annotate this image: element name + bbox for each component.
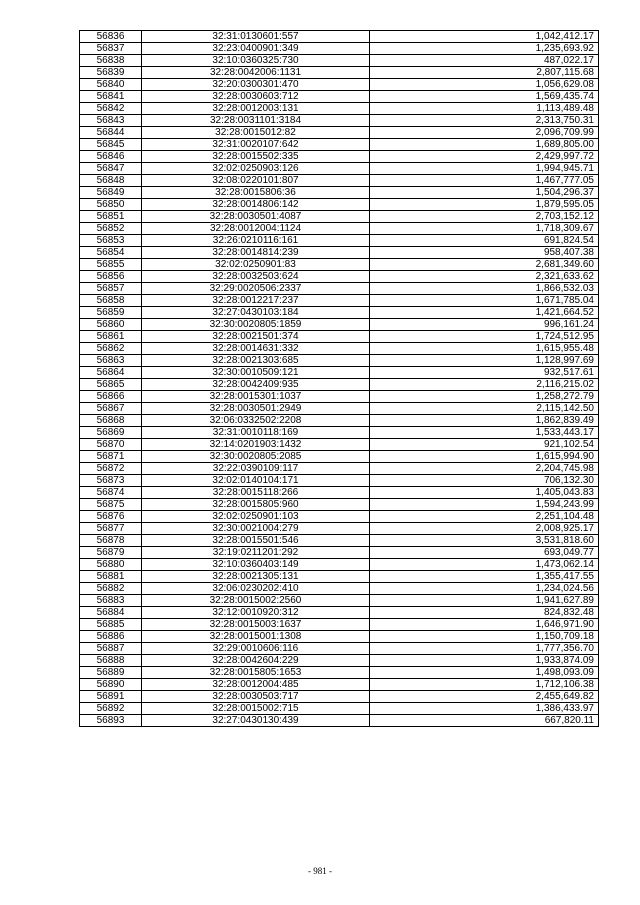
table-row [80, 43, 599, 55]
record-number-cell: 56893 [80, 715, 142, 727]
table-row [80, 331, 599, 343]
cadastral-value-cell: 1,421,664.52 [370, 307, 599, 319]
table-row [80, 187, 599, 199]
table-row [80, 283, 599, 295]
record-number-cell: 56871 [80, 451, 142, 463]
cadastral-number-cell: 32:28:0042006:1131 [142, 67, 370, 79]
table-row [80, 415, 599, 427]
cadastral-value-cell: 1,473,062.14 [370, 559, 599, 571]
record-number-cell: 56838 [80, 55, 142, 67]
record-number-cell: 56864 [80, 367, 142, 379]
cadastral-number-cell: 32:28:0014814:239 [142, 247, 370, 259]
record-number-cell: 56841 [80, 91, 142, 103]
cadastral-value-cell: 1,724,512.95 [370, 331, 599, 343]
cadastral-number-cell: 32:02:0250901:83 [142, 259, 370, 271]
record-number-cell: 56878 [80, 535, 142, 547]
cadastral-number-cell: 32:29:0020506:2337 [142, 283, 370, 295]
table-row [80, 247, 599, 259]
record-number-cell: 56870 [80, 439, 142, 451]
table-row [80, 643, 599, 655]
cadastral-number-cell: 32:27:0430103:184 [142, 307, 370, 319]
cadastral-value-cell: 1,234,024.56 [370, 583, 599, 595]
record-number-cell: 56891 [80, 691, 142, 703]
table-row [80, 115, 599, 127]
cadastral-number-cell: 32:28:0015001:1308 [142, 631, 370, 643]
cadastral-value-cell: 958,407.38 [370, 247, 599, 259]
cadastral-number-cell: 32:28:0015012:82 [142, 127, 370, 139]
cadastral-number-cell: 32:10:0360325:730 [142, 55, 370, 67]
table-row [80, 631, 599, 643]
cadastral-number-cell: 32:02:0140104:171 [142, 475, 370, 487]
cadastral-number-cell: 32:28:0012004:1124 [142, 223, 370, 235]
cadastral-number-cell: 32:19:0211201:292 [142, 547, 370, 559]
record-number-cell: 56885 [80, 619, 142, 631]
table-row [80, 715, 599, 727]
record-number-cell: 56872 [80, 463, 142, 475]
cadastral-value-cell: 1,235,693.92 [370, 43, 599, 55]
table-row [80, 271, 599, 283]
record-number-cell: 56855 [80, 259, 142, 271]
table-row [80, 367, 599, 379]
table-row [80, 547, 599, 559]
table-row [80, 451, 599, 463]
cadastral-value-cell: 1,128,997.69 [370, 355, 599, 367]
cadastral-number-cell: 32:27:0430130:439 [142, 715, 370, 727]
cadastral-value-cell: 691,824.54 [370, 235, 599, 247]
cadastral-value-cell: 1,056,629.08 [370, 79, 599, 91]
table-row [80, 235, 599, 247]
table-row [80, 103, 599, 115]
record-number-cell: 56858 [80, 295, 142, 307]
cadastral-value-cell: 1,777,356.70 [370, 643, 599, 655]
record-number-cell: 56839 [80, 67, 142, 79]
cadastral-number-cell: 32:28:0030501:2949 [142, 403, 370, 415]
record-number-cell: 56881 [80, 571, 142, 583]
cadastral-number-cell: 32:28:0015301:1037 [142, 391, 370, 403]
record-number-cell: 56856 [80, 271, 142, 283]
cadastral-number-cell: 32:14:0201903:1432 [142, 439, 370, 451]
table-row [80, 691, 599, 703]
cadastral-value-cell: 2,204,745.98 [370, 463, 599, 475]
cadastral-number-cell: 32:28:0012217:237 [142, 295, 370, 307]
cadastral-number-cell: 32:30:0020805:1859 [142, 319, 370, 331]
table-row [80, 595, 599, 607]
cadastral-value-cell: 1,862,839.49 [370, 415, 599, 427]
cadastral-value-cell: 2,008,925.17 [370, 523, 599, 535]
cadastral-value-cell: 1,504,296.37 [370, 187, 599, 199]
cadastral-value-cell: 1,386,433.97 [370, 703, 599, 715]
table-row [80, 199, 599, 211]
page-number: - 981 - [308, 866, 332, 876]
cadastral-value-cell: 1,042,412.17 [370, 31, 599, 43]
cadastral-number-cell: 32:08:0220101:807 [142, 175, 370, 187]
cadastral-value-cell: 1,533,443.17 [370, 427, 599, 439]
table-row [80, 427, 599, 439]
cadastral-number-cell: 32:22:0390109:117 [142, 463, 370, 475]
cadastral-value-cell: 2,115,142.50 [370, 403, 599, 415]
table-row [80, 67, 599, 79]
record-number-cell: 56845 [80, 139, 142, 151]
record-number-cell: 56868 [80, 415, 142, 427]
record-number-cell: 56857 [80, 283, 142, 295]
record-number-cell: 56836 [80, 31, 142, 43]
table-row [80, 619, 599, 631]
cadastral-number-cell: 32:20:0300301:470 [142, 79, 370, 91]
cadastral-number-cell: 32:26:0210116:161 [142, 235, 370, 247]
record-number-cell: 56842 [80, 103, 142, 115]
record-number-cell: 56879 [80, 547, 142, 559]
record-number-cell: 56846 [80, 151, 142, 163]
cadastral-value-cell: 1,150,709.18 [370, 631, 599, 643]
cadastral-number-cell: 32:28:0032503:624 [142, 271, 370, 283]
table-row [80, 583, 599, 595]
table-row [80, 487, 599, 499]
table-row [80, 475, 599, 487]
table-row [80, 571, 599, 583]
cadastral-value-cell: 2,096,709.99 [370, 127, 599, 139]
cadastral-value-cell: 693,049.77 [370, 547, 599, 559]
table-row [80, 403, 599, 415]
record-number-cell: 56888 [80, 655, 142, 667]
table-row [80, 379, 599, 391]
cadastral-number-cell: 32:28:0015806:36 [142, 187, 370, 199]
record-number-cell: 56882 [80, 583, 142, 595]
record-number-cell: 56890 [80, 679, 142, 691]
table-row [80, 139, 599, 151]
cadastral-number-cell: 32:28:0015805:1653 [142, 667, 370, 679]
cadastral-number-cell: 32:28:0021303:685 [142, 355, 370, 367]
cadastral-number-cell: 32:02:0250903:126 [142, 163, 370, 175]
table-row [80, 91, 599, 103]
record-number-cell: 56861 [80, 331, 142, 343]
cadastral-number-cell: 32:28:0014631:332 [142, 343, 370, 355]
record-number-cell: 56876 [80, 511, 142, 523]
cadastral-number-cell: 32:28:0021501:374 [142, 331, 370, 343]
cadastral-value-cell: 706,132.30 [370, 475, 599, 487]
cadastral-value-cell: 1,355,417.55 [370, 571, 599, 583]
cadastral-value-cell: 1,712,106.38 [370, 679, 599, 691]
record-number-cell: 56848 [80, 175, 142, 187]
record-number-cell: 56886 [80, 631, 142, 643]
table-row [80, 607, 599, 619]
cadastral-number-cell: 32:06:0332502:2208 [142, 415, 370, 427]
record-number-cell: 56892 [80, 703, 142, 715]
table-row [80, 499, 599, 511]
record-number-cell: 56843 [80, 115, 142, 127]
cadastral-value-cell: 1,569,435.74 [370, 91, 599, 103]
table-row [80, 31, 599, 43]
cadastral-value-cell: 1,879,595.05 [370, 199, 599, 211]
cadastral-value-cell: 1,258,272.79 [370, 391, 599, 403]
cadastral-value-cell: 932,517.61 [370, 367, 599, 379]
record-number-cell: 56869 [80, 427, 142, 439]
table-row [80, 355, 599, 367]
cadastral-value-cell: 1,405,043.83 [370, 487, 599, 499]
cadastral-value-cell: 2,703,152.12 [370, 211, 599, 223]
cadastral-number-cell: 32:28:0042604:229 [142, 655, 370, 667]
cadastral-number-cell: 32:06:0230202:410 [142, 583, 370, 595]
table-row [80, 655, 599, 667]
cadastral-number-cell: 32:28:0042409:935 [142, 379, 370, 391]
cadastral-value-cell: 1,941,627.89 [370, 595, 599, 607]
cadastral-number-cell: 32:28:0015002:715 [142, 703, 370, 715]
cadastral-value-cell: 1,113,489.48 [370, 103, 599, 115]
table-row [80, 307, 599, 319]
record-number-cell: 56837 [80, 43, 142, 55]
record-number-cell: 56887 [80, 643, 142, 655]
table-row [80, 391, 599, 403]
cadastral-number-cell: 32:30:0020805:2085 [142, 451, 370, 463]
cadastral-value-table [79, 30, 599, 727]
record-number-cell: 56859 [80, 307, 142, 319]
table-row [80, 223, 599, 235]
cadastral-value-cell: 2,313,750.31 [370, 115, 599, 127]
cadastral-number-cell: 32:30:0010509:121 [142, 367, 370, 379]
cadastral-number-cell: 32:31:0130601:557 [142, 31, 370, 43]
cadastral-value-cell: 921,102.54 [370, 439, 599, 451]
record-number-cell: 56849 [80, 187, 142, 199]
record-number-cell: 56854 [80, 247, 142, 259]
cadastral-value-cell: 3,531,818.60 [370, 535, 599, 547]
cadastral-value-cell: 2,116,215.02 [370, 379, 599, 391]
record-number-cell: 56880 [80, 559, 142, 571]
cadastral-value-cell: 1,467,777.05 [370, 175, 599, 187]
cadastral-value-cell: 2,807,115.68 [370, 67, 599, 79]
table-row [80, 343, 599, 355]
cadastral-number-cell: 32:28:0015502:335 [142, 151, 370, 163]
record-number-cell: 56853 [80, 235, 142, 247]
cadastral-number-cell: 32:28:0015118:266 [142, 487, 370, 499]
record-number-cell: 56863 [80, 355, 142, 367]
table-row [80, 55, 599, 67]
record-number-cell: 56844 [80, 127, 142, 139]
cadastral-number-cell: 32:31:0020107:642 [142, 139, 370, 151]
record-number-cell: 56860 [80, 319, 142, 331]
cadastral-number-cell: 32:28:0031101:3184 [142, 115, 370, 127]
cadastral-value-cell: 487,022.17 [370, 55, 599, 67]
cadastral-value-cell: 824,832.48 [370, 607, 599, 619]
record-number-cell: 56850 [80, 199, 142, 211]
table-row [80, 679, 599, 691]
cadastral-number-cell: 32:28:0015501:546 [142, 535, 370, 547]
record-number-cell: 56865 [80, 379, 142, 391]
table-row [80, 559, 599, 571]
cadastral-number-cell: 32:31:0010118:169 [142, 427, 370, 439]
record-number-cell: 56875 [80, 499, 142, 511]
cadastral-value-cell: 1,689,805.00 [370, 139, 599, 151]
cadastral-value-cell: 2,321,633.62 [370, 271, 599, 283]
table-row [80, 175, 599, 187]
table-row [80, 295, 599, 307]
table-row [80, 463, 599, 475]
table-row [80, 259, 599, 271]
record-number-cell: 56851 [80, 211, 142, 223]
table-row [80, 127, 599, 139]
cadastral-number-cell: 32:10:0360403:149 [142, 559, 370, 571]
table-row [80, 667, 599, 679]
record-number-cell: 56874 [80, 487, 142, 499]
cadastral-value-cell: 996,161.24 [370, 319, 599, 331]
record-number-cell: 56873 [80, 475, 142, 487]
cadastral-value-cell: 2,429,997.72 [370, 151, 599, 163]
record-number-cell: 56866 [80, 391, 142, 403]
cadastral-value-cell: 1,615,994.90 [370, 451, 599, 463]
table-row [80, 319, 599, 331]
record-number-cell: 56884 [80, 607, 142, 619]
table-body [80, 31, 599, 727]
table-row [80, 79, 599, 91]
record-number-cell: 56862 [80, 343, 142, 355]
cadastral-number-cell: 32:28:0015002:2560 [142, 595, 370, 607]
table-row [80, 523, 599, 535]
cadastral-value-cell: 1,866,532.03 [370, 283, 599, 295]
cadastral-value-cell: 1,594,243.99 [370, 499, 599, 511]
table-row [80, 511, 599, 523]
table-row [80, 703, 599, 715]
record-number-cell: 56847 [80, 163, 142, 175]
cadastral-number-cell: 32:28:0015003:1637 [142, 619, 370, 631]
cadastral-number-cell: 32:28:0021305:131 [142, 571, 370, 583]
table-row [80, 535, 599, 547]
cadastral-number-cell: 32:02:0250901:103 [142, 511, 370, 523]
cadastral-number-cell: 32:28:0012003:131 [142, 103, 370, 115]
cadastral-value-cell: 1,994,945.71 [370, 163, 599, 175]
record-number-cell: 56877 [80, 523, 142, 535]
cadastral-number-cell: 32:23:0400901:349 [142, 43, 370, 55]
cadastral-value-cell: 1,646,971.90 [370, 619, 599, 631]
cadastral-value-cell: 1,933,874.09 [370, 655, 599, 667]
cadastral-value-cell: 2,251,104.48 [370, 511, 599, 523]
table-row [80, 439, 599, 451]
cadastral-number-cell: 32:28:0015805:960 [142, 499, 370, 511]
table-row [80, 163, 599, 175]
cadastral-number-cell: 32:30:0021004:279 [142, 523, 370, 535]
record-number-cell: 56840 [80, 79, 142, 91]
record-number-cell: 56867 [80, 403, 142, 415]
record-number-cell: 56883 [80, 595, 142, 607]
cadastral-value-cell: 1,615,955.48 [370, 343, 599, 355]
cadastral-number-cell: 32:12:0010920:312 [142, 607, 370, 619]
cadastral-number-cell: 32:28:0014806:142 [142, 199, 370, 211]
cadastral-value-cell: 2,455,649.82 [370, 691, 599, 703]
cadastral-number-cell: 32:28:0030501:4087 [142, 211, 370, 223]
cadastral-value-cell: 2,681,349.60 [370, 259, 599, 271]
cadastral-number-cell: 32:28:0030503:717 [142, 691, 370, 703]
record-number-cell: 56889 [80, 667, 142, 679]
cadastral-number-cell: 32:29:0010606:116 [142, 643, 370, 655]
cadastral-value-cell: 1,498,093.09 [370, 667, 599, 679]
table-row [80, 151, 599, 163]
cadastral-number-cell: 32:28:0030603:712 [142, 91, 370, 103]
cadastral-value-cell: 667,820.11 [370, 715, 599, 727]
table-row [80, 211, 599, 223]
cadastral-number-cell: 32:28:0012004:485 [142, 679, 370, 691]
cadastral-value-cell: 1,718,309.67 [370, 223, 599, 235]
cadastral-value-cell: 1,671,785.04 [370, 295, 599, 307]
record-number-cell: 56852 [80, 223, 142, 235]
